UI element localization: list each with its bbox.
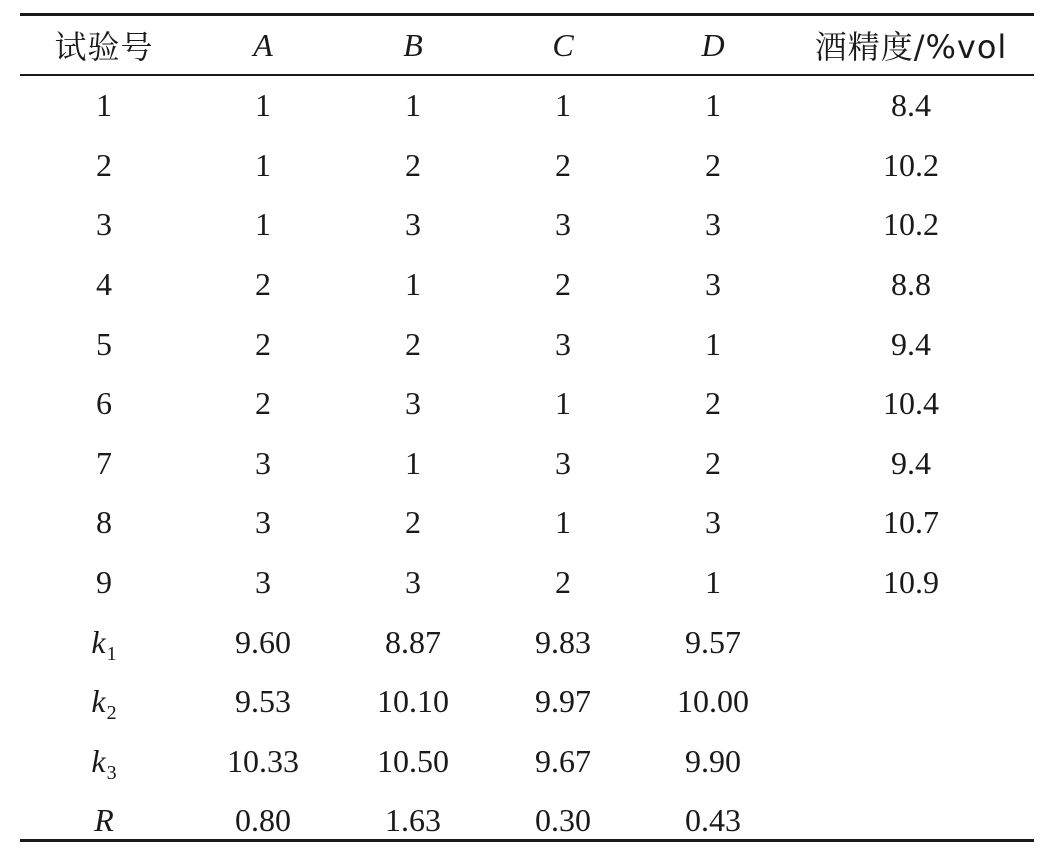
cell-factor-a: 3 <box>255 504 271 541</box>
cell-factor-b: 3 <box>405 206 421 243</box>
header-factor-d: D <box>638 16 788 75</box>
table-row <box>20 75 1034 136</box>
cell-factor-b: 3 <box>405 564 421 601</box>
cell-factor-a: 3 <box>255 444 271 481</box>
cell-factor-a: 1 <box>255 146 271 183</box>
summary-symbol: R <box>94 802 114 839</box>
table-row <box>20 434 1034 494</box>
cell-alcohol-content: 8.4 <box>891 87 931 124</box>
orthogonal-test-table <box>20 16 1034 851</box>
cell-trial-number: 4 <box>96 266 112 303</box>
cell-factor-d: 1 <box>705 87 721 124</box>
summary-empty-cell <box>788 612 1034 672</box>
cell-factor-d: 2 <box>705 444 721 481</box>
summary-label <box>20 672 188 732</box>
summary-subscript: 1 <box>106 642 117 665</box>
summary-label <box>20 791 188 851</box>
summary-row <box>20 612 1034 672</box>
cell-factor-d: 1 <box>705 564 721 601</box>
summary-value-factor-c: 9.83 <box>535 623 591 660</box>
cell-factor-d: 1 <box>705 325 721 362</box>
cell-factor-a: 2 <box>255 266 271 303</box>
summary-subscript: 3 <box>106 761 117 784</box>
cell-alcohol-content: 10.9 <box>883 564 939 601</box>
cell-alcohol-content: 10.2 <box>883 146 939 183</box>
summary-symbol: k <box>91 742 106 779</box>
summary-row <box>20 672 1034 732</box>
cell-factor-a: 3 <box>255 564 271 601</box>
summary-value-factor-d: 0.43 <box>685 802 741 839</box>
cell-alcohol-content: 9.4 <box>891 444 931 481</box>
summary-value-factor-c: 0.30 <box>535 802 591 839</box>
summary-empty-cell <box>788 791 1034 851</box>
summary-value-factor-b: 10.10 <box>377 683 449 720</box>
cell-factor-d: 3 <box>705 266 721 303</box>
summary-row <box>20 732 1034 792</box>
cell-trial-number: 9 <box>96 564 112 601</box>
table-row <box>20 553 1034 613</box>
summary-value-factor-a: 10.33 <box>227 742 299 779</box>
cell-alcohol-content: 10.4 <box>883 385 939 422</box>
cell-trial-number: 6 <box>96 385 112 422</box>
cell-alcohol-content: 10.7 <box>883 504 939 541</box>
header-factor-a: A <box>188 16 338 75</box>
cell-trial-number: 1 <box>96 87 112 124</box>
cell-factor-a: 2 <box>255 385 271 422</box>
summary-value-factor-b: 1.63 <box>385 802 441 839</box>
cell-alcohol-content: 8.8 <box>891 266 931 303</box>
header-trial-number: 试验号 <box>20 16 188 75</box>
summary-value-factor-c: 9.67 <box>535 742 591 779</box>
header-factor-b: B <box>338 16 488 75</box>
summary-subscript: 2 <box>106 702 117 725</box>
cell-factor-b: 2 <box>405 146 421 183</box>
table-row <box>20 255 1034 315</box>
cell-factor-c: 1 <box>555 504 571 541</box>
summary-value-factor-a: 9.60 <box>235 623 291 660</box>
cell-trial-number: 7 <box>96 444 112 481</box>
cell-trial-number: 5 <box>96 325 112 362</box>
table-row <box>20 314 1034 374</box>
table-row <box>20 195 1034 255</box>
cell-trial-number: 3 <box>96 206 112 243</box>
table-body <box>20 75 1034 851</box>
cell-factor-b: 1 <box>405 266 421 303</box>
summary-value-factor-b: 8.87 <box>385 623 441 660</box>
cell-factor-d: 3 <box>705 504 721 541</box>
summary-value-factor-c: 9.97 <box>535 683 591 720</box>
cell-trial-number: 2 <box>96 146 112 183</box>
cell-factor-d: 3 <box>705 206 721 243</box>
header-factor-c: C <box>488 16 638 75</box>
table-row <box>20 136 1034 196</box>
summary-label <box>20 612 188 672</box>
cell-alcohol-content: 10.2 <box>883 206 939 243</box>
summary-label <box>20 732 188 792</box>
cell-factor-a: 1 <box>255 87 271 124</box>
cell-factor-d: 2 <box>705 146 721 183</box>
summary-value-factor-a: 0.80 <box>235 802 291 839</box>
header-row <box>20 16 1034 75</box>
header-alcohol-content: 酒精度/%vol <box>788 16 1034 75</box>
table-row <box>20 374 1034 434</box>
cell-factor-c: 3 <box>555 325 571 362</box>
summary-value-factor-a: 9.53 <box>235 683 291 720</box>
cell-factor-c: 3 <box>555 206 571 243</box>
table-row <box>20 493 1034 553</box>
cell-factor-c: 2 <box>555 266 571 303</box>
cell-factor-b: 1 <box>405 87 421 124</box>
summary-symbol: k <box>91 623 106 660</box>
cell-factor-c: 2 <box>555 564 571 601</box>
cell-factor-b: 3 <box>405 385 421 422</box>
cell-trial-number: 8 <box>96 504 112 541</box>
summary-value-factor-d: 9.57 <box>685 623 741 660</box>
cell-factor-c: 3 <box>555 444 571 481</box>
summary-value-factor-b: 10.50 <box>377 742 449 779</box>
cell-factor-c: 2 <box>555 146 571 183</box>
cell-alcohol-content: 9.4 <box>891 325 931 362</box>
cell-factor-a: 1 <box>255 206 271 243</box>
cell-factor-c: 1 <box>555 87 571 124</box>
summary-value-factor-d: 10.00 <box>677 683 749 720</box>
cell-factor-a: 2 <box>255 325 271 362</box>
cell-factor-d: 2 <box>705 385 721 422</box>
summary-row <box>20 791 1034 851</box>
summary-symbol: k <box>91 683 106 720</box>
cell-factor-c: 1 <box>555 385 571 422</box>
summary-value-factor-d: 9.90 <box>685 742 741 779</box>
summary-empty-cell <box>788 672 1034 732</box>
cell-factor-b: 1 <box>405 444 421 481</box>
summary-empty-cell <box>788 732 1034 792</box>
cell-factor-b: 2 <box>405 504 421 541</box>
cell-factor-b: 2 <box>405 325 421 362</box>
